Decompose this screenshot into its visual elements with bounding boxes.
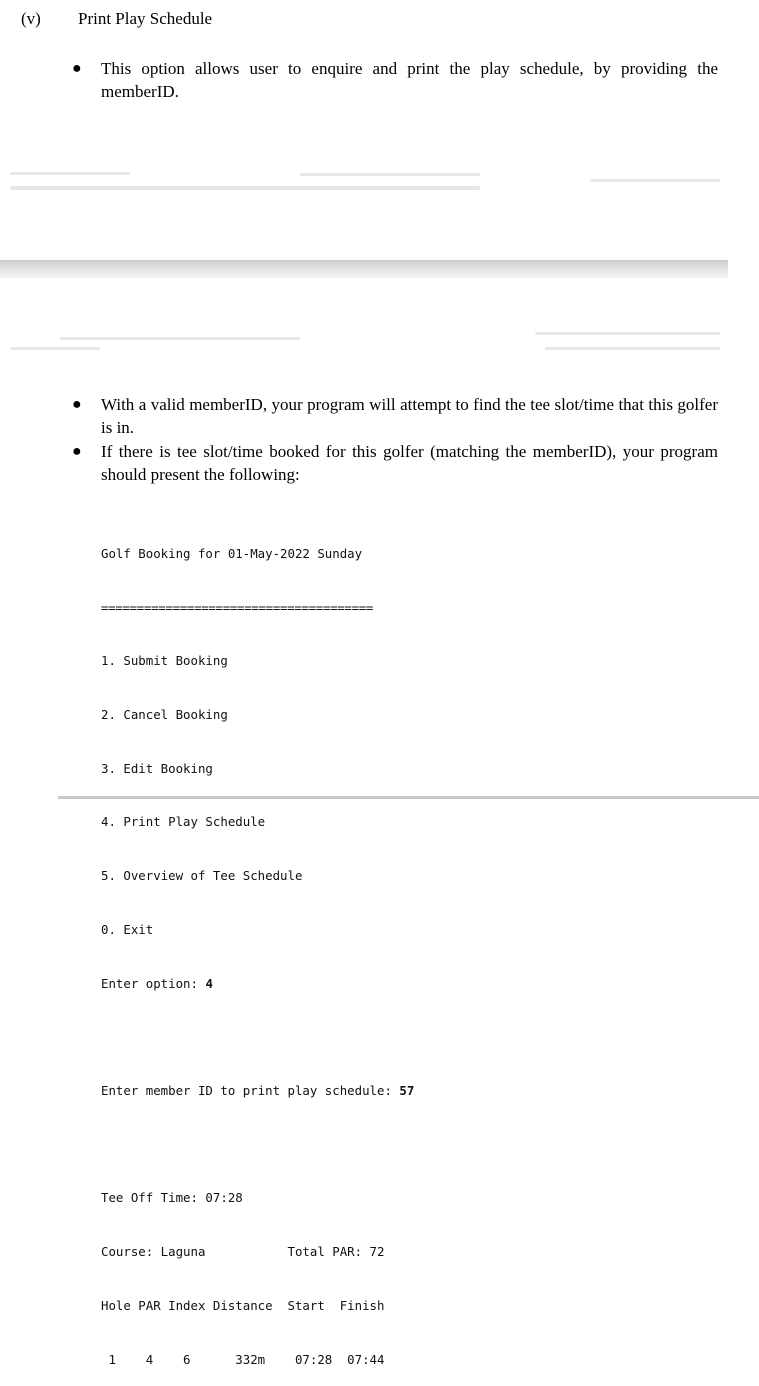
console-separator: ====================================== xyxy=(101,599,374,615)
option-value: 4 xyxy=(205,975,213,991)
menu-item-edit: 3. Edit Booking xyxy=(101,760,213,776)
menu-item-submit: 1. Submit Booking xyxy=(101,653,228,669)
section-title: Print Play Schedule xyxy=(78,9,213,28)
table-row: 1 4 6 332m 07:28 07:44 xyxy=(101,1351,385,1367)
console-header: Golf Booking for 01-May-2022 Sunday xyxy=(101,545,363,561)
redacted-smudge xyxy=(545,347,720,350)
option-prompt: Enter option: xyxy=(101,975,206,991)
redacted-smudge xyxy=(10,172,130,175)
bullet-text: With a valid memberID, your program will attempt to find the tee slot/time that this golfer is in. xyxy=(101,395,718,437)
bullet-icon: ● xyxy=(72,443,82,460)
bullet-text: This option allows user to enquire and print the play schedule, by providing the memberID. xyxy=(101,59,718,101)
menu-item-print: 4. Print Play Schedule xyxy=(101,814,266,830)
redacted-smudge xyxy=(590,179,720,182)
option-line xyxy=(101,975,414,993)
redacted-smudge xyxy=(535,332,720,335)
section-number: (v) xyxy=(21,9,41,28)
tee-off-line: Tee Off Time: 07:28 xyxy=(101,1190,243,1206)
menu-item-overview: 5. Overview of Tee Schedule xyxy=(101,868,303,884)
redacted-smudge xyxy=(10,186,480,190)
redacted-smudge xyxy=(300,173,480,176)
member-line xyxy=(101,1082,414,1100)
member-prompt: Enter member ID to print play schedule: xyxy=(101,1082,400,1098)
redacted-smudge xyxy=(10,347,100,350)
member-value: 57 xyxy=(399,1082,415,1098)
bullet-icon: ● xyxy=(72,60,82,77)
list-item xyxy=(72,57,718,103)
page-divider xyxy=(0,260,728,278)
redacted-smudge xyxy=(60,337,300,340)
list-item xyxy=(72,393,718,439)
menu-item-exit: 0. Exit xyxy=(101,921,154,937)
table-header: Hole PAR Index Distance Start Finish xyxy=(101,1297,385,1313)
intro-bullet-list xyxy=(72,57,718,104)
bullet-text: If there is tee slot/time booked for this golfer (matching the memberID), your program should present the following: xyxy=(101,442,718,484)
course-line: Course: Laguna Total PAR: 72 xyxy=(101,1244,385,1260)
console-output xyxy=(101,509,414,1386)
detail-bullet-list xyxy=(72,393,718,487)
bullet-icon: ● xyxy=(72,396,82,413)
menu-item-cancel: 2. Cancel Booking xyxy=(101,706,228,722)
list-item xyxy=(72,440,718,486)
